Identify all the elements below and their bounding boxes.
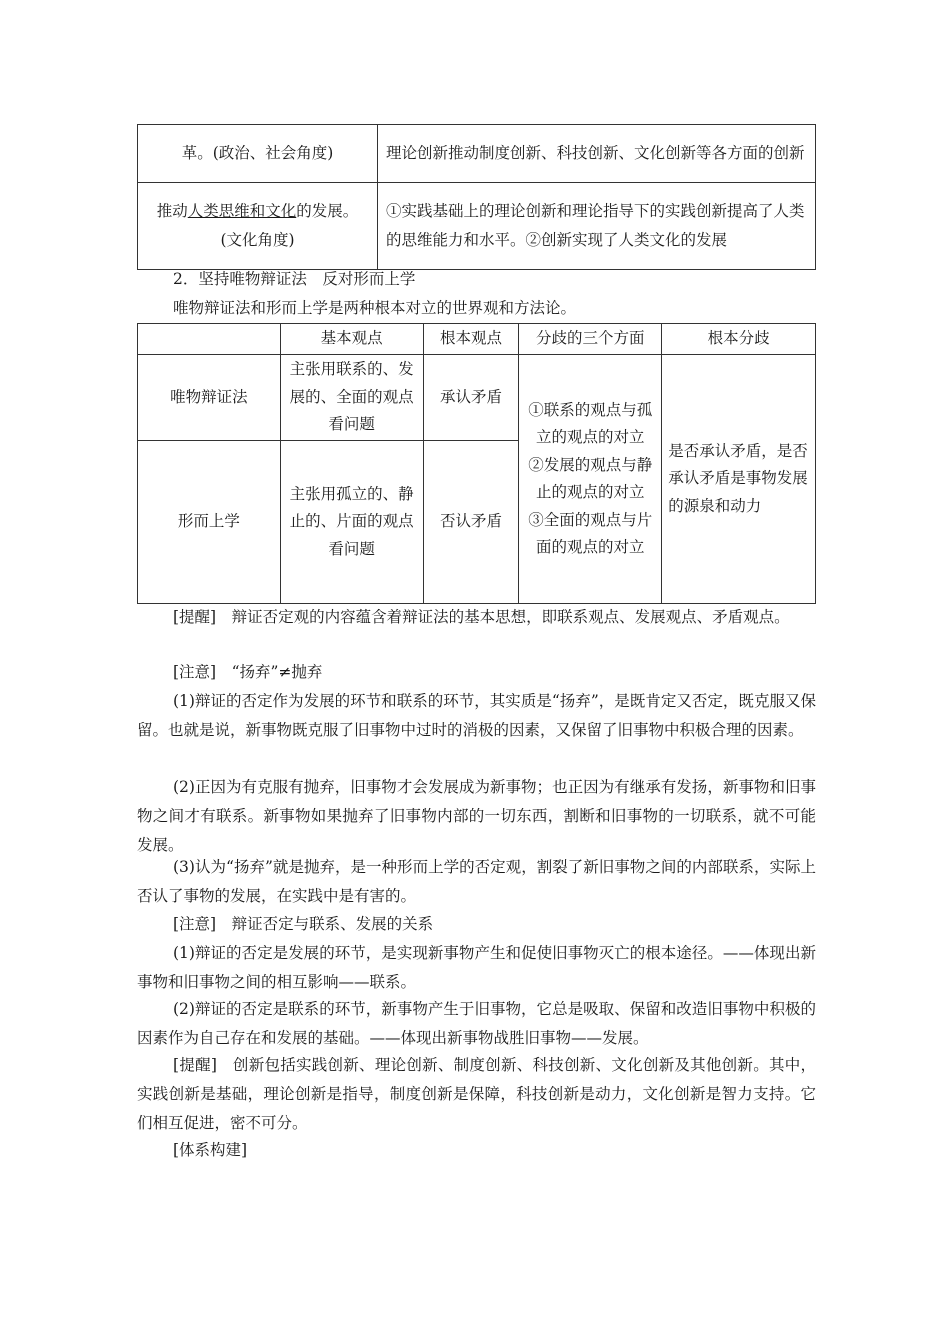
paragraph: (1)辩证的否定是发展的环节，是实现新事物产生和促使旧事物灭亡的根本途径。——体现出新事物和旧事物之间的相互影响——联系。: [137, 944, 816, 991]
table-cell: 主张用孤立的、静止的、片面的观点看问题: [280, 441, 423, 604]
table-cell: 理论创新推动制度创新、科技创新、文化创新等各方面的创新: [378, 125, 816, 183]
intro-text: 唯物辩证法和形而上学是两种根本对立的世界观和方法论。: [173, 299, 577, 317]
table-header: 分歧的三个方面: [519, 324, 662, 355]
table-cell: 唯物辩证法: [138, 355, 281, 441]
innovation-role-table: [137, 124, 816, 270]
table-cell: 是否承认矛盾，是否承认矛盾是事物发展的源泉和动力: [662, 355, 816, 604]
paragraph: (2)辩证的否定是联系的环节，新事物产生于旧事物，它总是吸取、保留和改造旧事物中积极的因素作为自己存在和发展的基础。——体现出新事物战胜旧事物——发展。: [137, 1000, 816, 1047]
underlined-term: 人类思维和文化: [187, 202, 297, 220]
table-cell: 推动人类思维和文化的发展。 (文化角度): [138, 183, 378, 270]
table-cell: 革。(政治、社会角度): [138, 125, 378, 183]
dialectics-comparison-table: [137, 323, 816, 604]
paragraph: [提醒] 创新包括实践创新、理论创新、制度创新、科技创新、文化创新及其他创新。其中，实践创新是基础，理论创新是指导，制度创新是保障，科技创新是动力，文化创新是智力支持。它们相互促进，密不可分。: [137, 1056, 816, 1132]
paragraph: [注意] “扬弃”≠抛弃: [173, 663, 323, 681]
table-header: 根本观点: [423, 324, 519, 355]
paragraph: [注意] 辩证否定与联系、发展的关系: [173, 915, 434, 933]
paragraph: [提醒] 辩证否定观的内容蕴含着辩证法的基本思想，即联系观点、发展观点、矛盾观点。: [173, 608, 790, 626]
paragraph: (3)认为“扬弃”就是抛弃，是一种形而上学的否定观，割裂了新旧事物之间的内部联系，实际上否认了事物的发展，在实践中是有害的。: [137, 858, 816, 905]
table-header: 基本观点: [280, 324, 423, 355]
section-heading: 2．坚持唯物辩证法 反对形而上学: [173, 270, 416, 288]
paragraph: (2)正因为有克服有抛弃，旧事物才会发展成为新事物；也正因为有继承有发扬，新事物和旧事物之间才有联系。新事物如果抛弃了旧事物内部的一切东西，割断和旧事物的一切联系，就不可能发展。: [137, 778, 816, 854]
table-cell: 主张用联系的、发展的、全面的观点看问题: [280, 355, 423, 441]
table-header: 根本分歧: [662, 324, 816, 355]
table-cell: 承认矛盾: [423, 355, 519, 441]
paragraph: (1)辩证的否定作为发展的环节和联系的环节，其实质是“扬弃”，是既肯定又否定，既克服又保留。也就是说，新事物既克服了旧事物中过时的消极的因素，又保留了旧事物中积极合理的因素。: [137, 692, 816, 739]
table-cell: ①联系的观点与孤立的观点的对立 ②发展的观点与静止的观点的对立 ③全面的观点与片面的观点的对立: [519, 355, 662, 604]
table-cell: 否认矛盾: [423, 441, 519, 604]
table-header: [138, 324, 281, 355]
table-cell: ①实践基础上的理论创新和理论指导下的实践创新提高了人类的思维能力和水平。②创新实现了人类文化的发展: [378, 183, 816, 270]
paragraph: [体系构建]: [173, 1141, 248, 1159]
table-cell: 形而上学: [138, 441, 281, 604]
table-row: [138, 125, 816, 183]
table-row: [138, 355, 816, 441]
table-row: [138, 183, 816, 270]
table-header-row: [138, 324, 816, 355]
